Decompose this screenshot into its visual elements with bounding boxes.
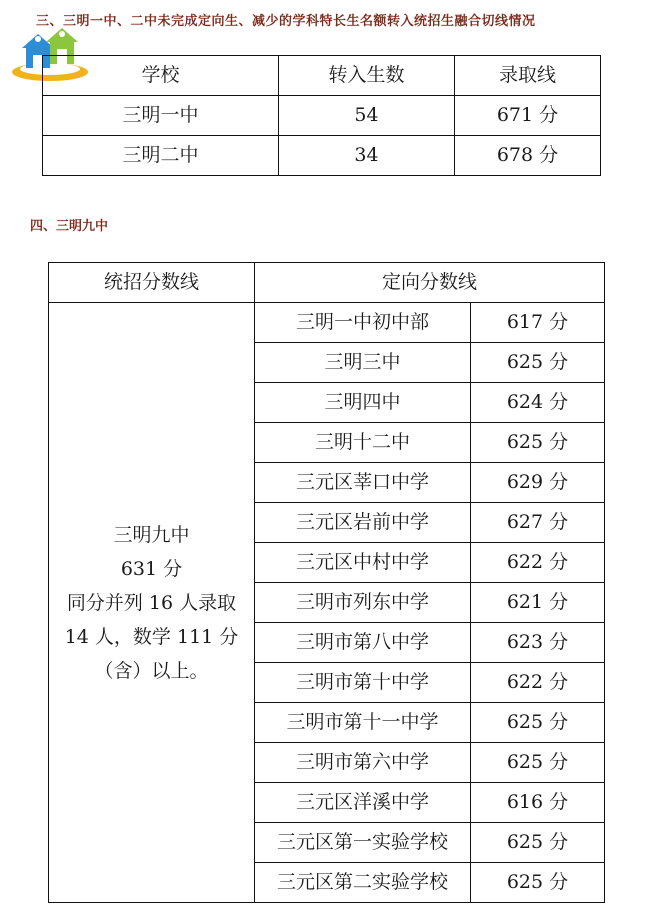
school-cell: 三元区莘口中学: [255, 463, 471, 503]
score-cell: 622 分: [471, 543, 605, 583]
unified-note-line: （含）以上。: [94, 659, 209, 682]
line-cell: 678 分: [455, 136, 601, 176]
school-cell: 三明市第十中学: [255, 663, 471, 703]
score-cell: 621 分: [471, 583, 605, 623]
table-row: [43, 136, 601, 176]
score-cell: 625 分: [471, 703, 605, 743]
unified-note-line: 同分并列 16 人录取: [66, 591, 237, 614]
score-cell: 625 分: [471, 823, 605, 863]
school-cell: 三明市第十一中学: [255, 703, 471, 743]
school-cell: 三明二中: [43, 136, 279, 176]
score-cell: 625 分: [471, 743, 605, 783]
table-row: [49, 303, 605, 343]
unified-score-cell: [49, 303, 255, 903]
school-cell: 三元区第二实验学校: [255, 863, 471, 903]
unified-note-line: 14 人，数学 111 分: [64, 625, 239, 648]
transfer-table: [42, 55, 601, 176]
score-table: [48, 262, 605, 903]
score-cell: 617 分: [471, 303, 605, 343]
school-cell: 三明市第八中学: [255, 623, 471, 663]
unified-school: 三明九中: [113, 523, 190, 546]
column-header-school: 学校: [43, 56, 279, 96]
count-cell: 34: [279, 136, 455, 176]
column-header-count: 转入生数: [279, 56, 455, 96]
score-cell: 627 分: [471, 503, 605, 543]
school-cell: 三元区中村中学: [255, 543, 471, 583]
section-heading-3: 三、三明一中、二中未完成定向生、减少的学科特长生名额转入统招生融合切线情况: [36, 14, 536, 29]
score-cell: 624 分: [471, 383, 605, 423]
school-cell: 三明一中初中部: [255, 303, 471, 343]
section-heading-4: 四、三明九中: [30, 219, 109, 234]
school-cell: 三明三中: [255, 343, 471, 383]
school-cell: 三元区岩前中学: [255, 503, 471, 543]
school-cell: 三元区洋溪中学: [255, 783, 471, 823]
school-cell: 三明一中: [43, 96, 279, 136]
column-header-directed: 定向分数线: [255, 263, 605, 303]
unified-score: 631 分: [120, 557, 183, 580]
school-cell: 三明市列东中学: [255, 583, 471, 623]
line-cell: 671 分: [455, 96, 601, 136]
score-cell: 629 分: [471, 463, 605, 503]
score-cell: 625 分: [471, 863, 605, 903]
table-row: [43, 96, 601, 136]
count-cell: 54: [279, 96, 455, 136]
school-cell: 三明十二中: [255, 423, 471, 463]
column-header-unified: 统招分数线: [49, 263, 255, 303]
score-cell: 616 分: [471, 783, 605, 823]
score-cell: 623 分: [471, 623, 605, 663]
table-header-row: [49, 263, 605, 303]
table-header-row: [43, 56, 601, 96]
column-header-line: 录取线: [455, 56, 601, 96]
score-cell: 622 分: [471, 663, 605, 703]
school-cell: 三明四中: [255, 383, 471, 423]
school-cell: 三元区第一实验学校: [255, 823, 471, 863]
score-cell: 625 分: [471, 423, 605, 463]
score-cell: 625 分: [471, 343, 605, 383]
school-cell: 三明市第六中学: [255, 743, 471, 783]
